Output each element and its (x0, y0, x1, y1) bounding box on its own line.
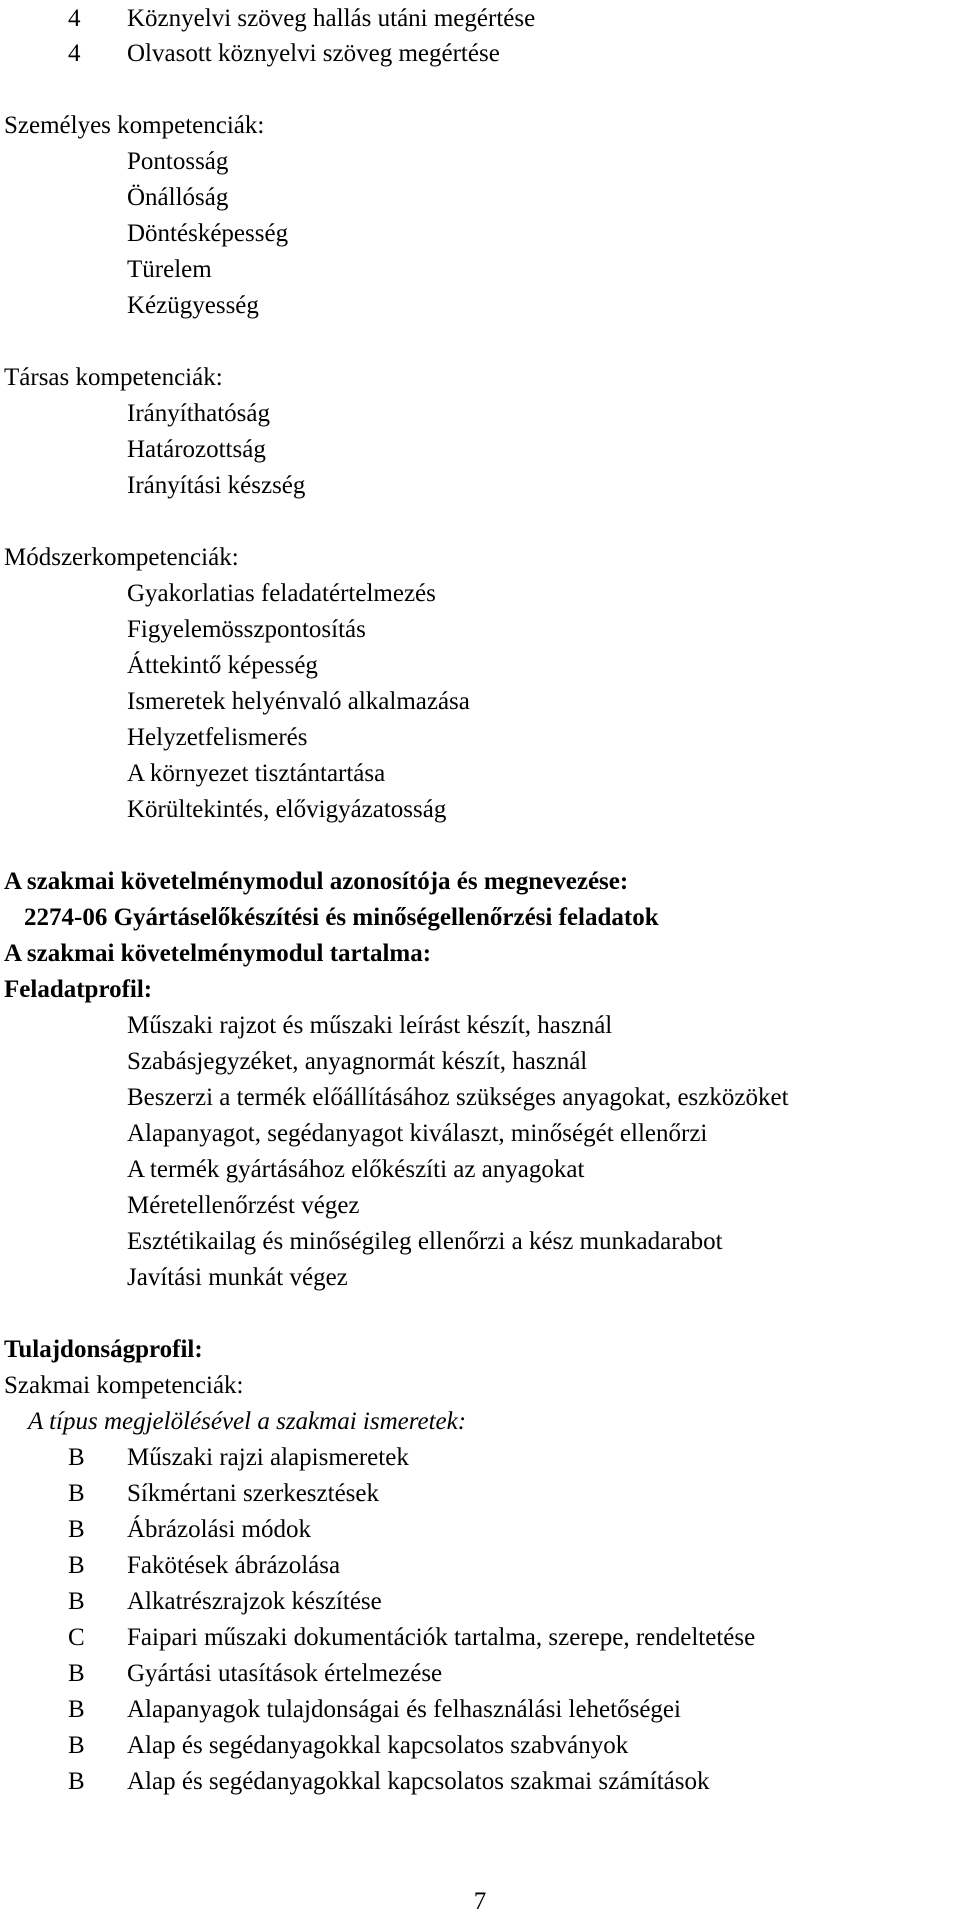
list-item: Fakötések ábrázolása (127, 1552, 341, 1579)
list-item: Pontosság (127, 148, 229, 175)
page-number: 7 (473, 1888, 487, 1915)
type-code: B (68, 1552, 85, 1579)
list-item: Javítási munkát végez (127, 1264, 348, 1291)
list-item: Ismeretek helyénvaló alkalmazása (127, 688, 470, 715)
type-code: B (68, 1444, 85, 1471)
list-item: Áttekintő képesség (127, 652, 318, 679)
list-item: Irányíthatóság (127, 400, 271, 427)
list-item: Alap és segédanyagokkal kapcsolatos szakmai számítások (127, 1768, 710, 1795)
list-item: Döntésképesség (127, 220, 289, 247)
list-item: Műszaki rajzi alapismeretek (127, 1444, 409, 1471)
professional-competencies-heading: Szakmai kompetenciák: (4, 1372, 244, 1399)
type-code: B (68, 1660, 85, 1687)
list-item: Önállóság (127, 184, 229, 211)
list-item: Esztétikailag és minőségileg ellenőrzi a kész munkadarabot (127, 1228, 723, 1255)
list-item: Gyártási utasítások értelmezése (127, 1660, 443, 1687)
list-item: Műszaki rajzot és műszaki leírást készít, használ (127, 1012, 613, 1039)
module-id-heading: A szakmai követelménymodul azonosítója és megnevezése: (4, 868, 629, 895)
list-item: Méretellenőrzést végez (127, 1192, 360, 1219)
level-code: 4 (68, 40, 81, 67)
type-code: C (68, 1624, 85, 1651)
list-item: Irányítási készség (127, 472, 306, 499)
list-item: Alap és segédanyagokkal kapcsolatos szabványok (127, 1732, 629, 1759)
list-item: Köznyelvi szöveg hallás utáni megértése (127, 5, 536, 32)
list-item: Faipari műszaki dokumentációk tartalma, szerepe, rendeltetése (127, 1624, 756, 1651)
social-heading: Társas kompetenciák: (4, 364, 223, 391)
list-item: A környezet tisztántartása (127, 760, 386, 787)
list-item: Olvasott köznyelvi szöveg megértése (127, 40, 500, 67)
list-item: Figyelemösszpontosítás (127, 616, 366, 643)
module-id-value: 2274-06 Gyártáselőkészítési és minőségellenőrzési feladatok (24, 904, 659, 931)
list-item: Síkmértani szerkesztések (127, 1480, 379, 1507)
list-item: Beszerzi a termék előállításához szükséges anyagokat, eszközöket (127, 1084, 789, 1111)
type-code: B (68, 1588, 85, 1615)
list-item: Helyzetfelismerés (127, 724, 308, 751)
list-item: Alapanyagok tulajdonságai és felhasználási lehetőségei (127, 1696, 681, 1723)
personal-heading: Személyes kompetenciák: (4, 112, 265, 139)
type-code: B (68, 1516, 85, 1543)
type-code: B (68, 1696, 85, 1723)
type-code: B (68, 1768, 85, 1795)
type-heading: A típus megjelölésével a szakmai ismeretek: (28, 1408, 467, 1435)
type-code: B (68, 1480, 85, 1507)
list-item: Szabásjegyzéket, anyagnormát készít, használ (127, 1048, 588, 1075)
list-item: Ábrázolási módok (127, 1516, 311, 1543)
list-item: A termék gyártásához előkészíti az anyagokat (127, 1156, 585, 1183)
type-code: B (68, 1732, 85, 1759)
method-heading: Módszerkompetenciák: (4, 544, 239, 571)
module-content-heading: A szakmai követelménymodul tartalma: (4, 940, 432, 967)
list-item: Gyakorlatias feladatértelmezés (127, 580, 436, 607)
property-profile-heading: Tulajdonságprofil: (4, 1336, 203, 1363)
list-item: Körültekintés, elővigyázatosság (127, 796, 447, 823)
list-item: Alapanyagot, segédanyagot kiválaszt, minőségét ellenőrzi (127, 1120, 708, 1147)
list-item: Alkatrészrajzok készítése (127, 1588, 382, 1615)
list-item: Türelem (127, 256, 212, 283)
task-profile-heading: Feladatprofil: (4, 976, 153, 1003)
list-item: Kézügyesség (127, 292, 259, 319)
list-item: Határozottság (127, 436, 266, 463)
level-code: 4 (68, 5, 81, 32)
